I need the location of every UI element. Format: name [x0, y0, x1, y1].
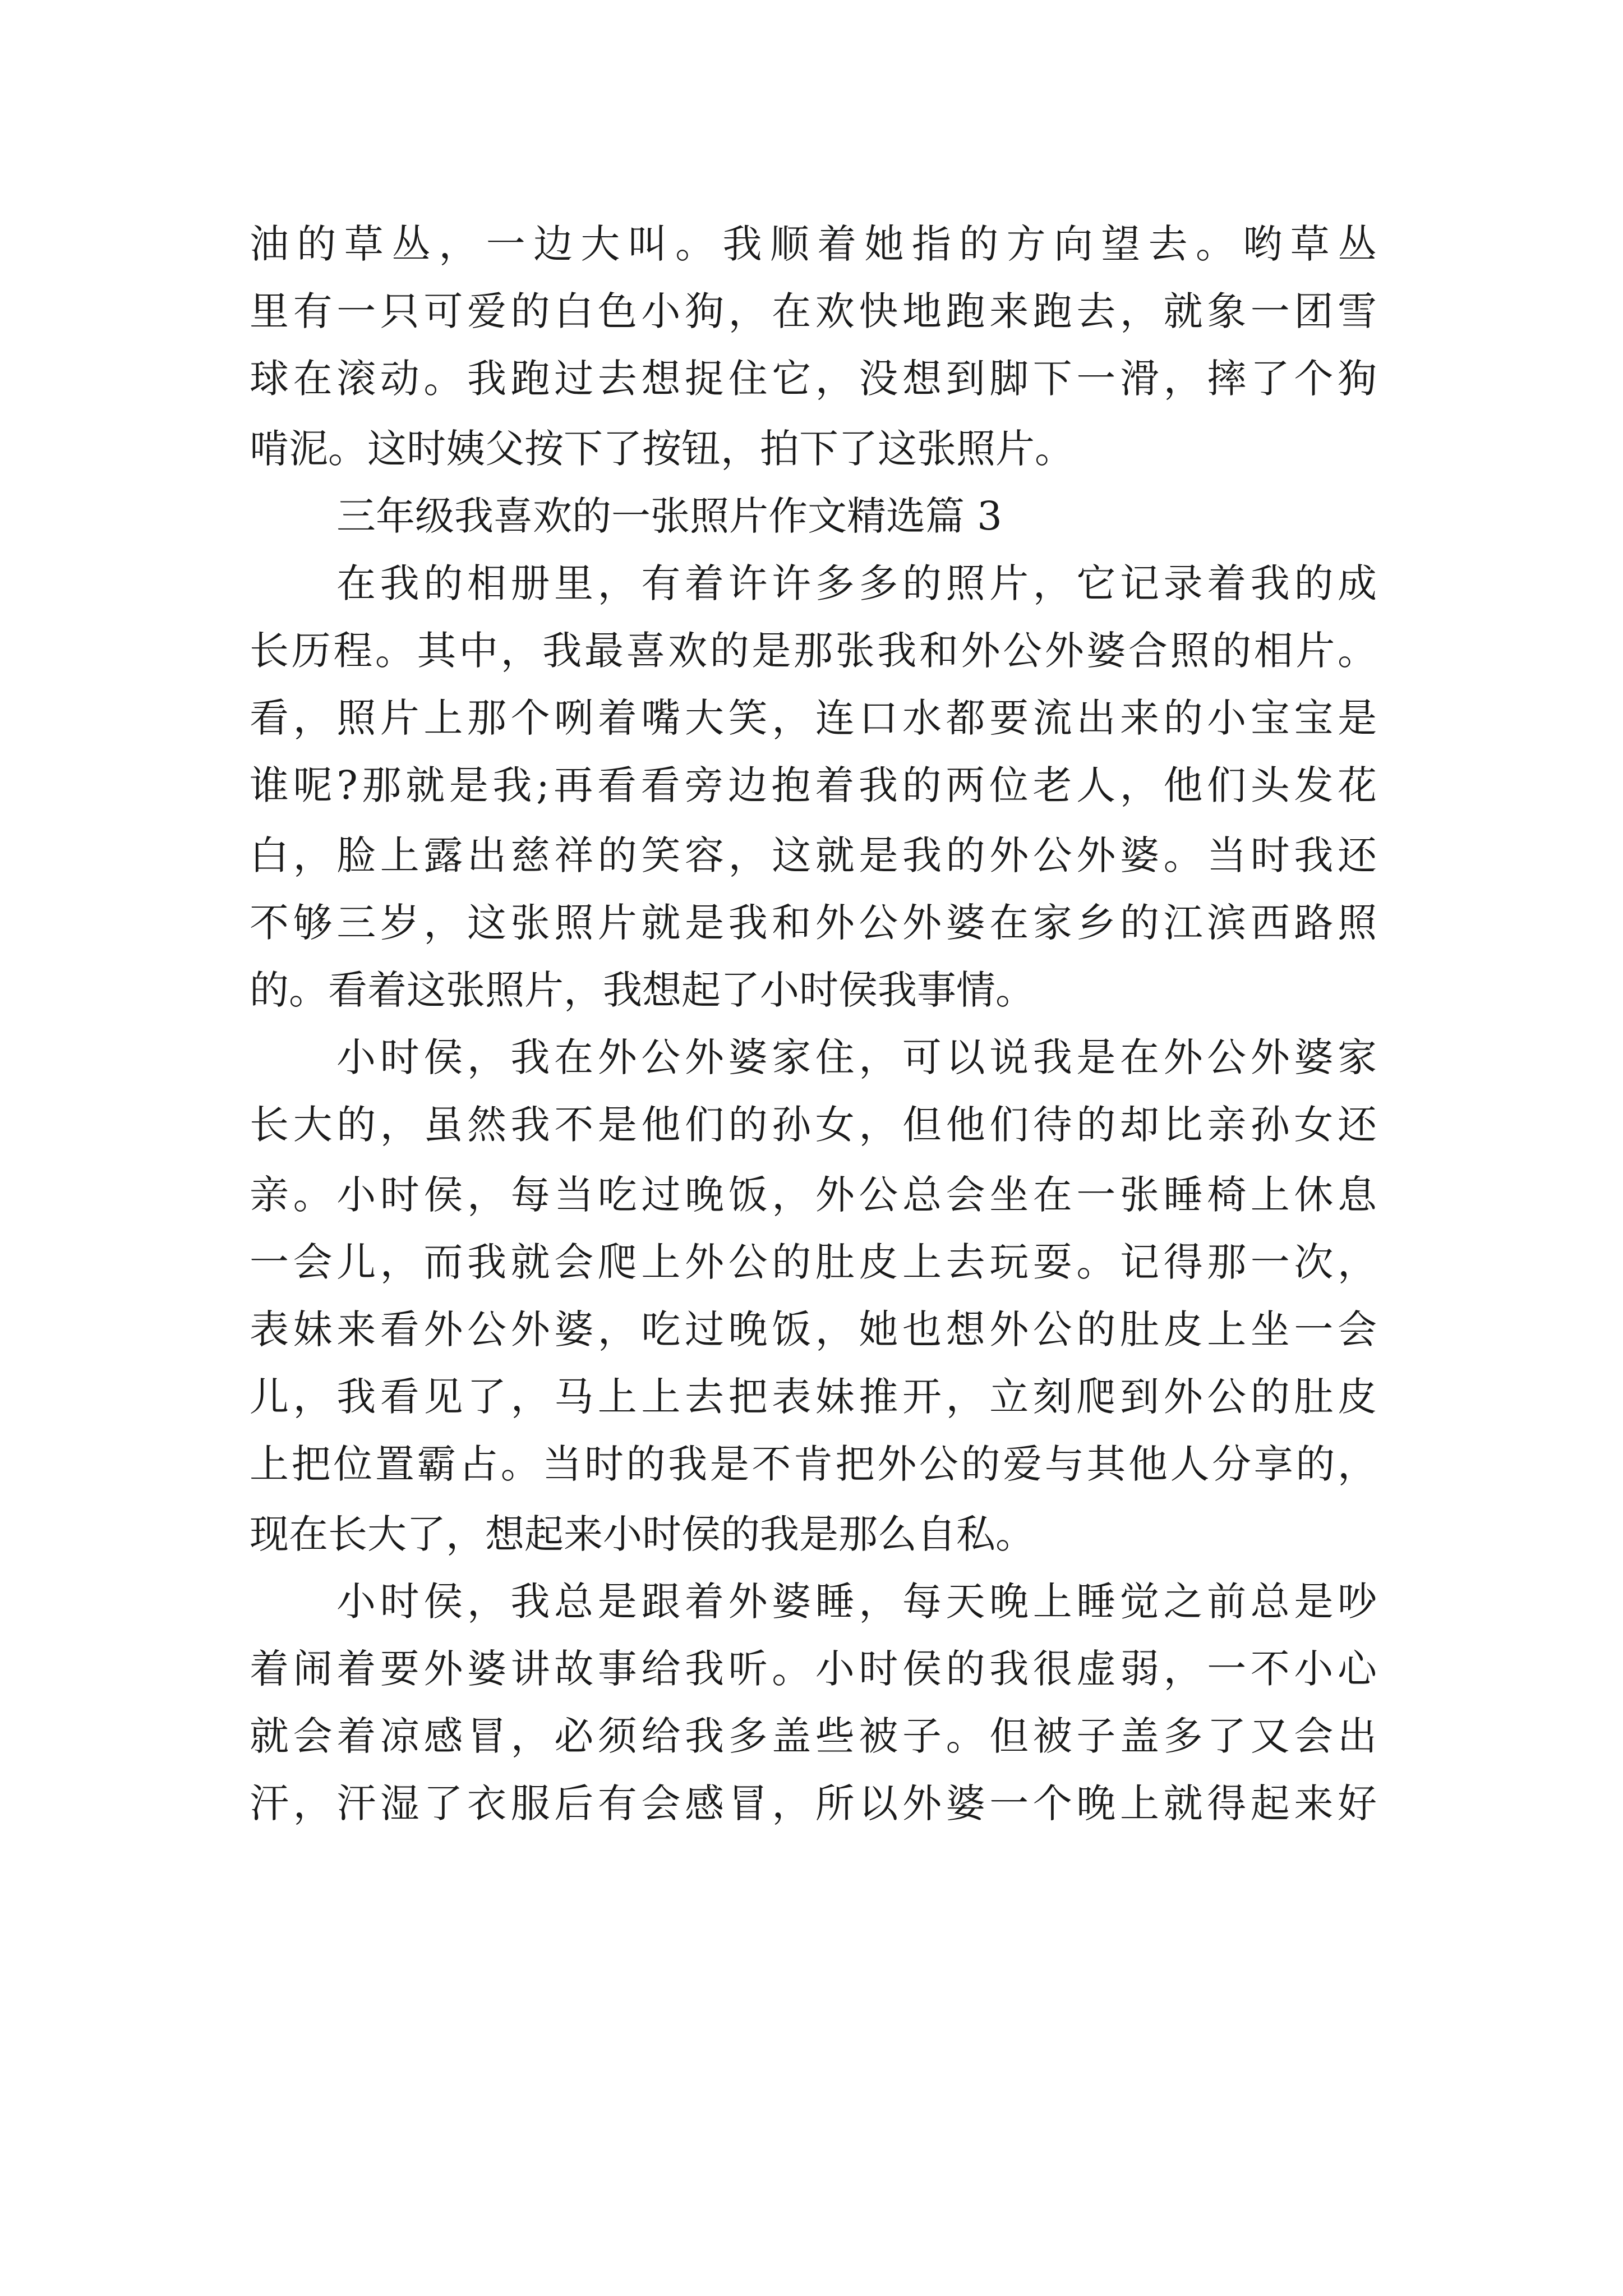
text-line: 不够三岁，这张照片就是我和外公外婆在家乡的江滨西路照 — [250, 900, 1377, 946]
text-line: 现在长大了，想起来小时侯的我是那么自私。 — [250, 1511, 1035, 1557]
text-line: 汗，汗湿了衣服后有会感冒，所以外婆一个晚上就得起来好 — [250, 1780, 1377, 1826]
text-line: 亲。小时侯，每当吃过晚饭，外公总会坐在一张睡椅上休息 — [250, 1172, 1377, 1218]
text-line: 谁呢?那就是我;再看看旁边抱着我的两位老人，他们头发花 — [250, 762, 1377, 808]
text-line: 球在滚动。我跑过去想捉住它，没想到脚下一滑，摔了个狗 — [250, 356, 1377, 402]
text-line: 儿，我看见了，马上上去把表妹推开，立刻爬到外公的肚皮 — [250, 1374, 1377, 1420]
text-line: 一会儿，而我就会爬上外公的肚皮上去玩耍。记得那一次， — [250, 1239, 1377, 1285]
text-line: 油的草丛，一边大叫。我顺着她指的方向望去。哟草丛 — [250, 221, 1377, 267]
text-line: 长大的，虽然我不是他们的孙女，但他们待的却比亲孙女还 — [250, 1102, 1377, 1148]
text-line: 就会着凉感冒，必须给我多盖些被子。但被子盖多了又会出 — [250, 1713, 1377, 1759]
text-line: 表妹来看外公外婆，吃过晚饭，她也想外公的肚皮上坐一会 — [250, 1306, 1377, 1352]
text-line: 看，照片上那个咧着嘴大笑，连口水都要流出来的小宝宝是 — [250, 695, 1377, 741]
text-line: 白，脸上露出慈祥的笑容，这就是我的外公外婆。当时我还 — [250, 832, 1377, 878]
text-line: 上把位置霸占。当时的我是不肯把外公的爱与其他人分享的， — [250, 1441, 1377, 1487]
section-heading: 三年级我喜欢的一张照片作文精选篇 3 — [336, 493, 1002, 539]
text-line: 长历程。其中，我最喜欢的是那张我和外公外婆合照的相片。 — [250, 628, 1377, 674]
text-line: 小时侯，我总是跟着外婆睡，每天晚上睡觉之前总是吵 — [336, 1579, 1377, 1625]
text-line: 在我的相册里，有着许许多多的照片，它记录着我的成 — [336, 560, 1377, 606]
text-line: 着闹着要外婆讲故事给我听。小时侯的我很虚弱，一不小心 — [250, 1646, 1377, 1692]
text-line: 啃泥。这时姨父按下了按钮，拍下了这张照片。 — [250, 426, 1074, 472]
text-line: 里有一只可爱的白色小狗，在欢快地跑来跑去，就象一团雪 — [250, 288, 1377, 334]
text-line: 的。看着这张照片，我想起了小时侯我事情。 — [250, 967, 1035, 1013]
text-line: 小时侯，我在外公外婆家住，可以说我是在外公外婆家 — [336, 1034, 1377, 1080]
